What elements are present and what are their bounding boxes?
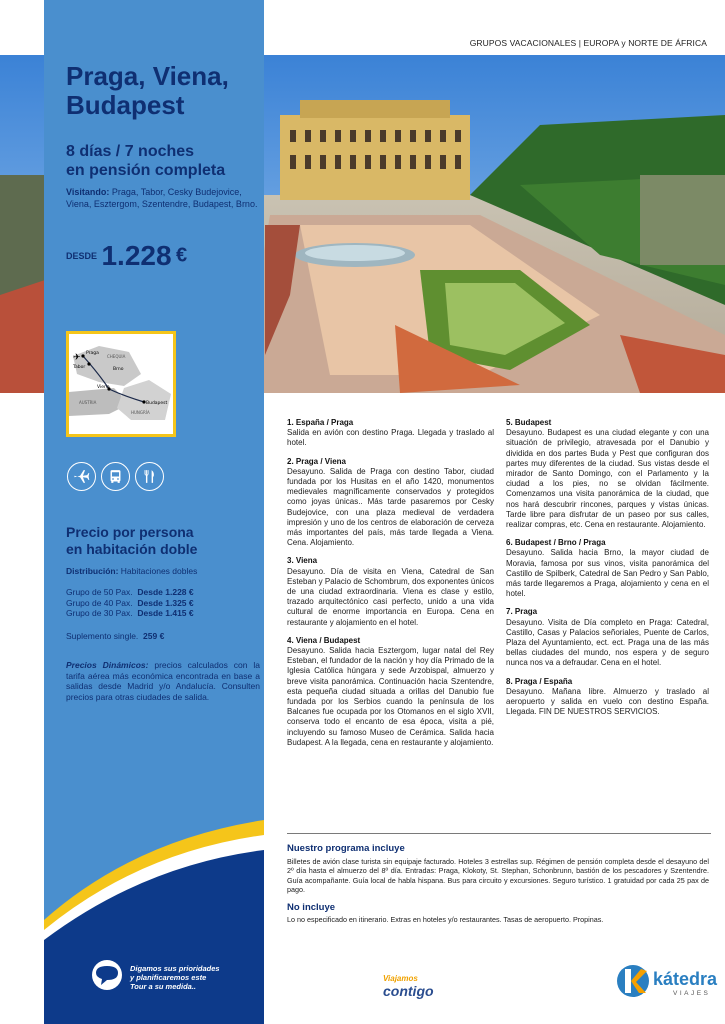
price-amount: 1.228 (101, 240, 172, 271)
day-title: 5. Budapest (506, 418, 552, 427)
bus-icon (101, 462, 130, 491)
restaurant-icon (135, 462, 164, 491)
callout-text (130, 964, 240, 991)
dynamic-label: Precios Dinámicos: (66, 660, 149, 670)
itinerary-day (287, 636, 494, 748)
callout-line2: y planificaremos este (130, 973, 207, 982)
group-label: Grupo de 40 Pax. (66, 597, 133, 608)
itinerary-day (287, 418, 494, 449)
map-label-chequia: CHEQUIA (107, 354, 126, 359)
includes-title: Nuestro programa incluye (287, 843, 405, 854)
day-title: 3. Viena (287, 556, 318, 566)
day-text: Desayuno. Día de visita en Viena, Catedral de San Esteban y Palacio de Schombrum, dos exponentes únicos de una ciudad extraordinaria. Viena es clase y estilo, trazado arquitectónico casi perfecto, unido a una vida cultural de enorme importancia en Europa. Cena en restaurante y alojamiento en el hotel. (287, 566, 494, 627)
viajamos-contigo-logo (383, 972, 434, 998)
supplement-value: 259 € (143, 631, 165, 641)
day-text: Desayuno. Salida hacia Brno, la mayor ciudad de Moravia, famosa por sus vinos, visita panorámica del Castillo de Spilberk, Catedral de San Pedro y San Pablo, más tarde llegaremos a Praga, alojamiento y cena en el hotel. (506, 548, 709, 599)
itinerary-day (506, 418, 709, 530)
group-price: Desde 1.415 € (137, 608, 194, 618)
service-icons (67, 462, 164, 491)
supplement-label: Suplemento single. (66, 631, 139, 641)
pricing-title-line1: Precio por persona (66, 524, 194, 540)
itinerary-day (287, 457, 494, 549)
callout-line1: Digamos sus prioridades (130, 964, 220, 973)
map-label-budapest: Budapest (146, 401, 168, 406)
day-text: Salida en avión con destino Praga. Llegada y traslado al hotel. (287, 428, 494, 448)
sidebar-panel (44, 0, 264, 1024)
visiting-cities (66, 186, 260, 210)
map-label-brno: Brno (113, 367, 124, 372)
group-price: Desde 1.228 € (137, 587, 194, 597)
section-divider (287, 833, 711, 834)
price-prefix: DESDE (66, 251, 98, 261)
day-title: 4. Viena / Budapest (287, 635, 361, 645)
tailor-made-callout (44, 960, 244, 1000)
price-from (66, 240, 187, 272)
duration-line1: 8 días / 7 noches (66, 143, 195, 160)
itinerary-day (287, 556, 494, 627)
map-label-hungria: HUNGRÍA (131, 410, 150, 415)
callout-line3: Tour a su medida.. (130, 982, 196, 991)
dynamic-text: precios calculados con la tarifa aérea más económica encontrada en base a salidas desde Madrid y/o Andalucía. Consulten precios para otras ciudades de salida. (66, 660, 260, 702)
room-distribution (66, 566, 260, 577)
itinerary-day (506, 538, 709, 599)
pricing-title-line2: en habitación doble (66, 541, 198, 557)
day-title: 2. Praga / Viena (287, 456, 346, 466)
includes-text: Billetes de avión clase turista sin equipaje facturado. Hoteles 3 estrellas sup. Régimen de pensión completa desde el desayuno del 2º día hasta el almuerzo del 8º día. Entradas: Praga, Klokoty, St. Stephan, Schonbrunn, bastión de los pescadores y Szentendre. Guía acompañante. Guía local de habla hispana. Bus para circuito y excursiones. Seguro turístico. 1 gratuidad por cada 25 pax de pago. (287, 857, 709, 894)
katedra-logo (615, 963, 718, 1003)
group-price-row (66, 598, 260, 609)
single-supplement (66, 631, 260, 642)
day-title: 6. Budapest / Brno / Praga (506, 538, 606, 548)
day-title: 8. Praga / España (506, 676, 573, 686)
trip-title-line1: Praga, Viena, (66, 61, 229, 91)
day-title: 7. Praga (506, 607, 538, 617)
itinerary-column-2 (506, 418, 709, 725)
itinerary-day (506, 607, 709, 668)
trip-title-line2: Budapest (66, 90, 185, 120)
distribution-value: Habitaciones dobles (118, 566, 198, 576)
map-label-praga: Praga (86, 351, 99, 356)
slogan-small: Viajamos (383, 974, 418, 983)
group-price: Desde 1.325 € (137, 597, 194, 608)
day-text: Desayuno. Visita de Día completo en Praga: Catedral, Castillo, Casas y Palacios señoriales, Puente de Carlos, Plaza del Ayuntamiento, ect. ect. Praga una de las más bellas ciudades del mundo, nos espera y de seguro nunca nos va a defraudar. Cena en el hotel. (506, 617, 709, 668)
map-label-austria: AUSTRIA (79, 400, 97, 405)
speech-bubble-icon (92, 960, 122, 990)
airplane-icon (67, 462, 96, 491)
not-included-title: No incluye (287, 902, 336, 913)
katedra-k-icon (615, 963, 651, 999)
day-text: Desayuno. Mañana libre. Almuerzo y traslado al aeropuerto y salida en vuelo con destino España. Llegada. FIN DE NUESTROS SERVICIOS. (506, 686, 709, 717)
brand-sub: VIAJES (673, 990, 711, 997)
group-label: Grupo de 50 Pax. (66, 587, 133, 597)
day-title: 1. España / Praga (287, 418, 354, 427)
distribution-label: Distribución: (66, 566, 119, 576)
pricing-title (66, 524, 256, 558)
visiting-text: Praga, Tabor, Cesky Budejovice, Viena, Esztergom, Szentendre, Budapest, Brno. (66, 187, 258, 209)
day-text: Desayuno. Salida hacia Esztergom, lugar natal del Rey Esteban, el fundador de la nación y hoy día Primado de la Iglesia Católica húngara y sede Arzobispal, almuerzo y breve visita panorámica. Continuación hacia Szentendre, esta pequeña ciudad situada a orillas del Danubio fue fundada por los Serbios cuando la península de los Balcanes fue ocupada por los Otomanos en el siglo XVII, conserva todo el encanto de esa época, visita a pié, incluyendo su famoso Museo de Cerámica. Salida hacia Budapest. A la llegada, cena en restaurante y alojamiento. (287, 646, 494, 747)
svg-text:✈: ✈ (73, 353, 81, 363)
trip-title (66, 62, 256, 120)
dynamic-pricing-note (66, 660, 260, 702)
group-price-row (66, 608, 260, 619)
slogan-big: contigo (383, 983, 434, 999)
price-currency: € (176, 244, 188, 267)
header-tagline: GRUPOS VACACIONALES | EUROPA y NORTE DE ÁFRICA (469, 38, 707, 48)
brand-name: kátedra (653, 969, 718, 989)
route-map (66, 331, 176, 437)
day-text: Desayuno. Salida de Praga con destino Tabor, ciudad fundada por los Husitas en el año 1420, monumentos medievales magníficamente conservados y protegidos como joyas únicas.. Más tarde pasaremos por Cesky Budejovice, con una plaza medieval de verdadera impresión y uno de los centros de elaboración de cerveza más importantes del país, más tarde llegada a Viena. Cena. Alojamiento. (287, 466, 494, 548)
not-included-text: Lo no especificado en itinerario. Extras en hoteles y/o restaurantes. Tasas de aeropuerto. Propinas. (287, 915, 604, 924)
itinerary-day (506, 677, 709, 718)
day-text: Desayuno. Budapest es una ciudad elegante y con una situación de privilegio, atravesada por el Danubio y dividida en dos partes Buda y Pest que configuran dos partes muy diferentes de la ciudad. Sus vistas desde el mirador de Santo Domingo, con el Parlamento y la ciudad a los pies, no se olvidan fácilmente. Comenzamos una visita panorámica de la ciudad, que nos hará descubrir rincones, parques y vistas únicas. Tarde libre para disfrutar de un paseo por sus calles, realizar compras, etc. Cena en restaurante. Alojamiento. (506, 428, 709, 530)
visiting-label: Visitando: (66, 187, 110, 197)
map-label-viena: Viena (97, 385, 110, 390)
group-label: Grupo de 30 Pax. (66, 608, 133, 618)
itinerary-column-1 (287, 418, 494, 756)
map-label-tabor: Tabor (73, 365, 86, 370)
duration-line2: en pensión completa (66, 162, 226, 179)
trip-duration (66, 142, 256, 180)
group-price-row (66, 587, 260, 598)
group-prices (66, 587, 260, 619)
